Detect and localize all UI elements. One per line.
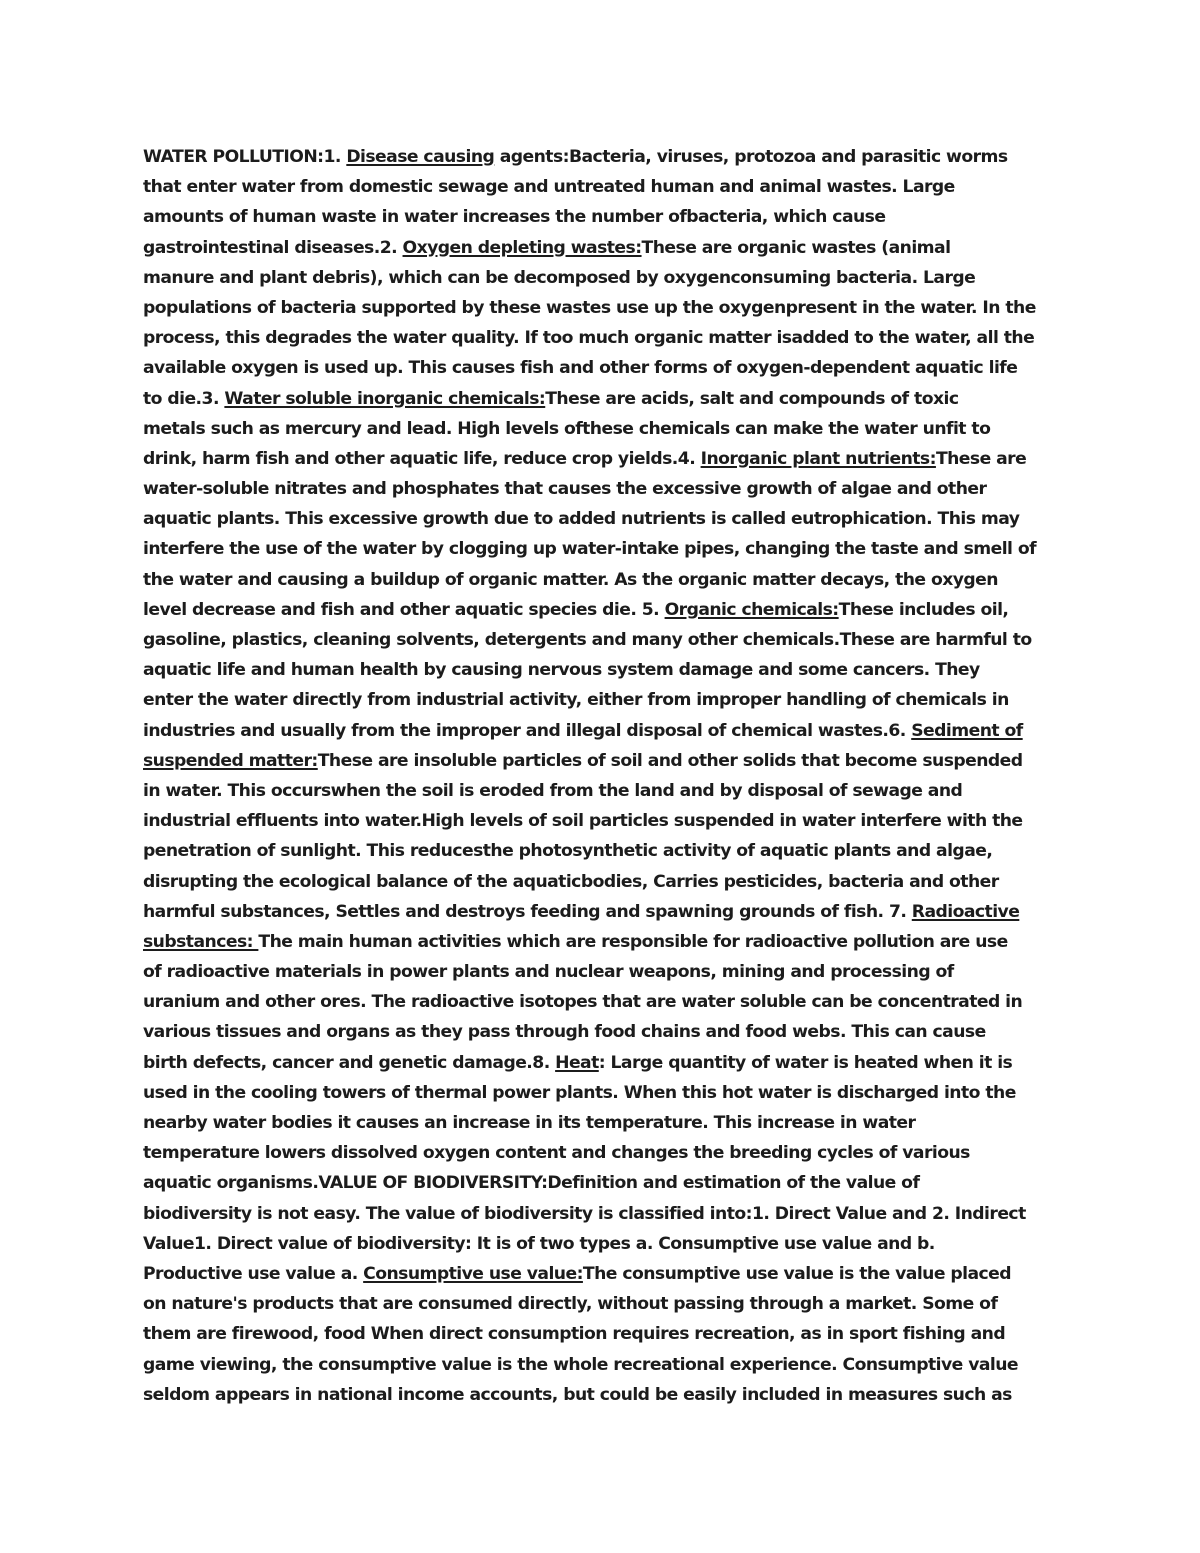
text-line bbox=[143, 867, 1073, 897]
text-run: aquatic organisms.VALUE OF BIODIVERSITY:Definition and estimation of the value of bbox=[143, 1173, 920, 1194]
text-line bbox=[143, 927, 1073, 957]
text-run: on nature's products that are consumed directly, without passing through a market. Some of bbox=[143, 1294, 998, 1315]
text-run: water-soluble nitrates and phosphates that causes the excessive growth of algae and other bbox=[143, 479, 987, 500]
text-line bbox=[143, 957, 1073, 987]
text-run: interfere the use of the water by clogging up water-intake pipes, changing the taste and smell of bbox=[143, 539, 1037, 560]
text-run: Value1. Direct value of biodiversity: It is of two types a. Consumptive use value and b. bbox=[143, 1233, 935, 1254]
text-run: These are organic wastes (animal bbox=[641, 237, 951, 258]
text-line bbox=[143, 263, 1073, 293]
text-line bbox=[143, 1138, 1073, 1168]
text-run: These are acids, salt and compounds of toxic bbox=[545, 388, 959, 409]
text-line bbox=[143, 1017, 1073, 1047]
text-line bbox=[143, 1168, 1073, 1198]
underlined-heading: Heat bbox=[555, 1052, 599, 1073]
text-run: agents:Bacteria, viruses, protozoa and parasitic worms bbox=[494, 147, 1008, 167]
text-line bbox=[143, 746, 1073, 776]
text-run: the water and causing a buildup of organic matter. As the organic matter decays, the oxygen bbox=[143, 569, 998, 590]
text-line bbox=[143, 142, 1073, 172]
text-run: manure and plant debris), which can be decomposed by oxygenconsuming bacteria. Large bbox=[143, 267, 976, 288]
text-run: level decrease and fish and other aquatic species die. 5. bbox=[143, 599, 665, 620]
text-line bbox=[143, 1108, 1073, 1138]
text-line bbox=[143, 1229, 1073, 1259]
text-line bbox=[143, 504, 1073, 534]
text-line bbox=[143, 806, 1073, 836]
text-line bbox=[143, 444, 1073, 474]
text-run: disrupting the ecological balance of the aquaticbodies, Carries pesticides, bacteria and other bbox=[143, 871, 999, 892]
underlined-heading: Sediment of bbox=[911, 720, 1023, 741]
text-line bbox=[143, 1319, 1073, 1349]
text-run: of radioactive materials in power plants and nuclear weapons, mining and processing of bbox=[143, 962, 954, 983]
text-run: penetration of sunlight. This reducesthe photosynthetic activity of aquatic plants and algae, bbox=[143, 841, 993, 862]
text-run: These are insoluble particles of soil and other solids that become suspended bbox=[317, 750, 1023, 771]
text-run: These are bbox=[935, 448, 1027, 469]
text-run: gasoline, plastics, cleaning solvents, detergents and many other chemicals.These are harmful to bbox=[143, 630, 1032, 650]
text-run: These includes oil, bbox=[838, 599, 1009, 620]
text-run: populations of bacteria supported by these wastes use up the oxygenpresent in the water. In the bbox=[143, 297, 1036, 318]
text-line bbox=[143, 202, 1073, 232]
text-run: uranium and other ores. The radioactive isotopes that are water soluble can be concentrated in bbox=[143, 992, 1023, 1013]
text-line bbox=[143, 414, 1073, 444]
text-line bbox=[143, 1048, 1073, 1078]
text-line bbox=[143, 1259, 1073, 1289]
underlined-heading: Water soluble inorganic chemicals: bbox=[224, 388, 546, 409]
text-run: WATER POLLUTION:1. bbox=[143, 147, 347, 167]
text-run: nearby water bodies it causes an increase in its temperature. This increase in water bbox=[143, 1113, 916, 1133]
text-line bbox=[143, 233, 1073, 263]
text-line bbox=[143, 776, 1073, 806]
text-line bbox=[143, 1199, 1073, 1229]
text-run: to die.3. bbox=[143, 388, 225, 409]
text-line bbox=[143, 595, 1073, 625]
text-line bbox=[143, 323, 1073, 353]
text-run: industries and usually from the improper and illegal disposal of chemical wastes.6. bbox=[143, 720, 912, 741]
text-run: drink, harm fish and other aquatic life, reduce crop yields.4. bbox=[143, 448, 701, 469]
text-run: : Large quantity of water is heated when it is bbox=[598, 1052, 1013, 1073]
text-run: amounts of human waste in water increases the number ofbacteria, which cause bbox=[143, 207, 886, 228]
text-run: metals such as mercury and lead. High levels ofthese chemicals can make the water unfit to bbox=[143, 418, 991, 439]
body-text bbox=[143, 142, 1073, 1410]
text-line bbox=[143, 625, 1073, 655]
text-run: biodiversity is not easy. The value of biodiversity is classified into:1. Direct Value and 2. Indirect bbox=[143, 1203, 1026, 1224]
text-run: The main human activities which are responsible for radioactive pollution are use bbox=[258, 931, 1008, 952]
text-line bbox=[143, 474, 1073, 504]
text-line bbox=[143, 1078, 1073, 1108]
text-run: birth defects, cancer and genetic damage.8. bbox=[143, 1052, 556, 1073]
text-line bbox=[143, 1350, 1073, 1380]
underlined-heading: Consumptive use value: bbox=[363, 1263, 583, 1284]
text-run: process, this degrades the water quality. If too much organic matter isadded to the water, all the bbox=[143, 328, 1035, 349]
text-line bbox=[143, 384, 1073, 414]
text-run: available oxygen is used up. This causes fish and other forms of oxygen-dependent aquatic life bbox=[143, 358, 1018, 379]
underlined-heading: suspended matter: bbox=[143, 750, 318, 771]
text-line bbox=[143, 1289, 1073, 1319]
text-run: gastrointestinal diseases.2. bbox=[143, 237, 403, 258]
text-run: aquatic plants. This excessive growth due to added nutrients is called eutrophication. This may bbox=[143, 509, 1020, 530]
text-line bbox=[143, 534, 1073, 564]
text-line bbox=[143, 293, 1073, 323]
text-run: used in the cooling towers of thermal power plants. When this hot water is discharged into the bbox=[143, 1082, 1016, 1103]
text-line bbox=[143, 565, 1073, 595]
text-line bbox=[143, 172, 1073, 202]
text-run: harmful substances, Settles and destroys feeding and spawning grounds of fish. 7. bbox=[143, 901, 912, 922]
text-line bbox=[143, 685, 1073, 715]
text-run: in water. This occurswhen the soil is eroded from the land and by disposal of sewage and bbox=[143, 780, 963, 801]
underlined-heading: Disease causing bbox=[346, 147, 495, 167]
text-run: seldom appears in national income accounts, but could be easily included in measures such as bbox=[143, 1384, 1012, 1405]
text-run: various tissues and organs as they pass through food chains and food webs. This can cause bbox=[143, 1022, 986, 1043]
text-line bbox=[143, 655, 1073, 685]
text-run: temperature lowers dissolved oxygen content and changes the breeding cycles of various bbox=[143, 1143, 970, 1164]
text-run: The consumptive use value is the value placed bbox=[582, 1263, 1012, 1284]
text-line bbox=[143, 836, 1073, 866]
text-run: them are firewood, food When direct consumption requires recreation, as in sport fishing and bbox=[143, 1324, 1006, 1345]
text-run: enter the water directly from industrial activity, either from improper handling of chemicals in bbox=[143, 690, 1009, 711]
text-run: game viewing, the consumptive value is the whole recreational experience. Consumptive value bbox=[143, 1354, 1019, 1375]
text-run: that enter water from domestic sewage and untreated human and animal wastes. Large bbox=[143, 177, 955, 198]
text-run: industrial effluents into water.High levels of soil particles suspended in water interfere with the bbox=[143, 811, 1023, 832]
text-line bbox=[143, 897, 1073, 927]
underlined-heading: Oxygen depleting wastes: bbox=[402, 237, 642, 258]
text-run: Productive use value a. bbox=[143, 1263, 364, 1284]
text-line bbox=[143, 987, 1073, 1017]
underlined-heading: Organic chemicals: bbox=[664, 599, 839, 620]
underlined-heading: substances: bbox=[143, 931, 259, 952]
text-run: aquatic life and human health by causing nervous system damage and some cancers. They bbox=[143, 660, 980, 681]
text-line bbox=[143, 716, 1073, 746]
underlined-heading: Inorganic plant nutrients: bbox=[700, 448, 936, 469]
text-line bbox=[143, 1380, 1073, 1410]
underlined-heading: Radioactive bbox=[911, 901, 1020, 922]
text-line bbox=[143, 353, 1073, 383]
